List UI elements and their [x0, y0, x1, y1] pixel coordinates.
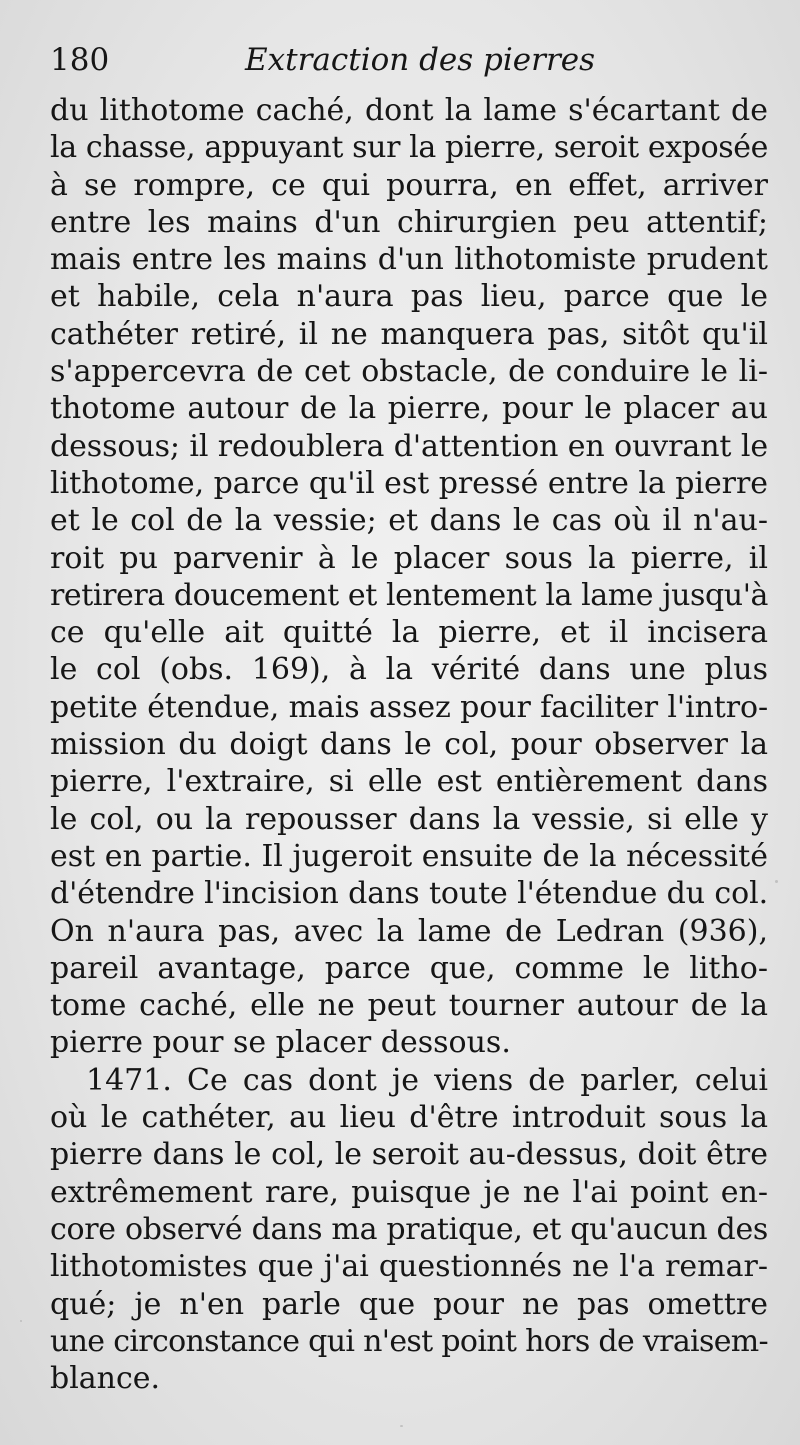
page-header	[50, 42, 768, 82]
text-line: retirera doucement et lentement la lame jusqu'à	[50, 577, 768, 613]
text-line: pierre, l'extraire, si elle est entièrement dans	[50, 764, 768, 800]
text-line: où le cathéter, au lieu d'être introduit sous la	[50, 1100, 768, 1136]
text-line: On n'aura pas, avec la lame de Ledran (936),	[50, 913, 768, 949]
text-line: entre les mains d'un chirurgien peu attentif;	[50, 204, 768, 240]
text-line: roit pu parvenir à le placer sous la pierre, il	[50, 540, 768, 576]
text-line: s'appercevra de cet obstacle, de conduire le li-	[50, 354, 768, 390]
text-line: et habile, cela n'aura pas lieu, parce que le	[50, 279, 768, 315]
text-line: extrêmement rare, puisque je ne l'ai point en-	[50, 1174, 768, 1210]
text-line: thotome autour de la pierre, pour le placer au	[50, 391, 768, 427]
text-line: le col (obs. 169), à la vérité dans une plus	[50, 652, 768, 688]
text-line: mais entre les mains d'un lithotomiste prudent	[50, 242, 768, 278]
page-number: 180	[50, 42, 110, 78]
text-line: la chasse, appuyant sur la pierre, seroit exposée	[50, 130, 768, 166]
text-line: lithotome, parce qu'il est pressé entre la pierre	[50, 465, 768, 501]
text-line: le col, ou la repousser dans la vessie, si elle y	[50, 801, 768, 837]
paper-speck	[20, 1320, 22, 1322]
running-title: Extraction des pierres	[245, 42, 596, 78]
text-line: à se rompre, ce qui pourra, en effet, arriver	[50, 167, 768, 203]
paragraph-1471	[50, 1062, 768, 1398]
text-line: cathéter retiré, il ne manquera pas, sitôt qu'il	[50, 316, 768, 352]
text-line: pierre pour se placer dessous.	[50, 1025, 511, 1061]
paper-speck	[400, 1425, 403, 1427]
text-line: petite étendue, mais assez pour faciliter l'intro-	[50, 689, 769, 725]
text-line: est en partie. Il jugeroit ensuite de la nécessité	[50, 838, 768, 874]
paragraph	[50, 92, 768, 1062]
text-line: et le col de la vessie; et dans le cas où il n'au-	[50, 503, 768, 539]
text-line: pareil avantage, parce que, comme le litho-	[50, 950, 768, 986]
text-line: tome caché, elle ne peut tourner autour de la	[50, 988, 768, 1024]
text-line: d'étendre l'incision dans toute l'étendue du col.	[50, 876, 769, 912]
text-line: mission du doigt dans le col, pour observer la	[50, 727, 768, 763]
text-line: pierre dans le col, le seroit au-dessus, doit être	[50, 1137, 768, 1173]
text-line: dessous; il redoublera d'attention en ouvrant le	[50, 428, 769, 464]
paper-speck	[775, 880, 778, 883]
page-body	[50, 92, 768, 1397]
text-line: ce qu'elle ait quitté la pierre, et il incisera	[50, 615, 768, 651]
text-line: core observé dans ma pratique, et qu'aucun des	[50, 1211, 768, 1247]
text-line: lithotomistes que j'ai questionnés ne l'a remar-	[50, 1249, 768, 1285]
text-line: qué; je n'en parle que pour ne pas omettre	[50, 1286, 768, 1322]
text-line: une circonstance qui n'est point hors de vraisem-	[50, 1323, 769, 1359]
text-line: blance.	[50, 1361, 161, 1397]
text-line: 1471. Ce cas dont je viens de parler, celui	[86, 1062, 768, 1098]
text-line: du lithotome caché, dont la lame s'écartant de	[50, 93, 768, 128]
